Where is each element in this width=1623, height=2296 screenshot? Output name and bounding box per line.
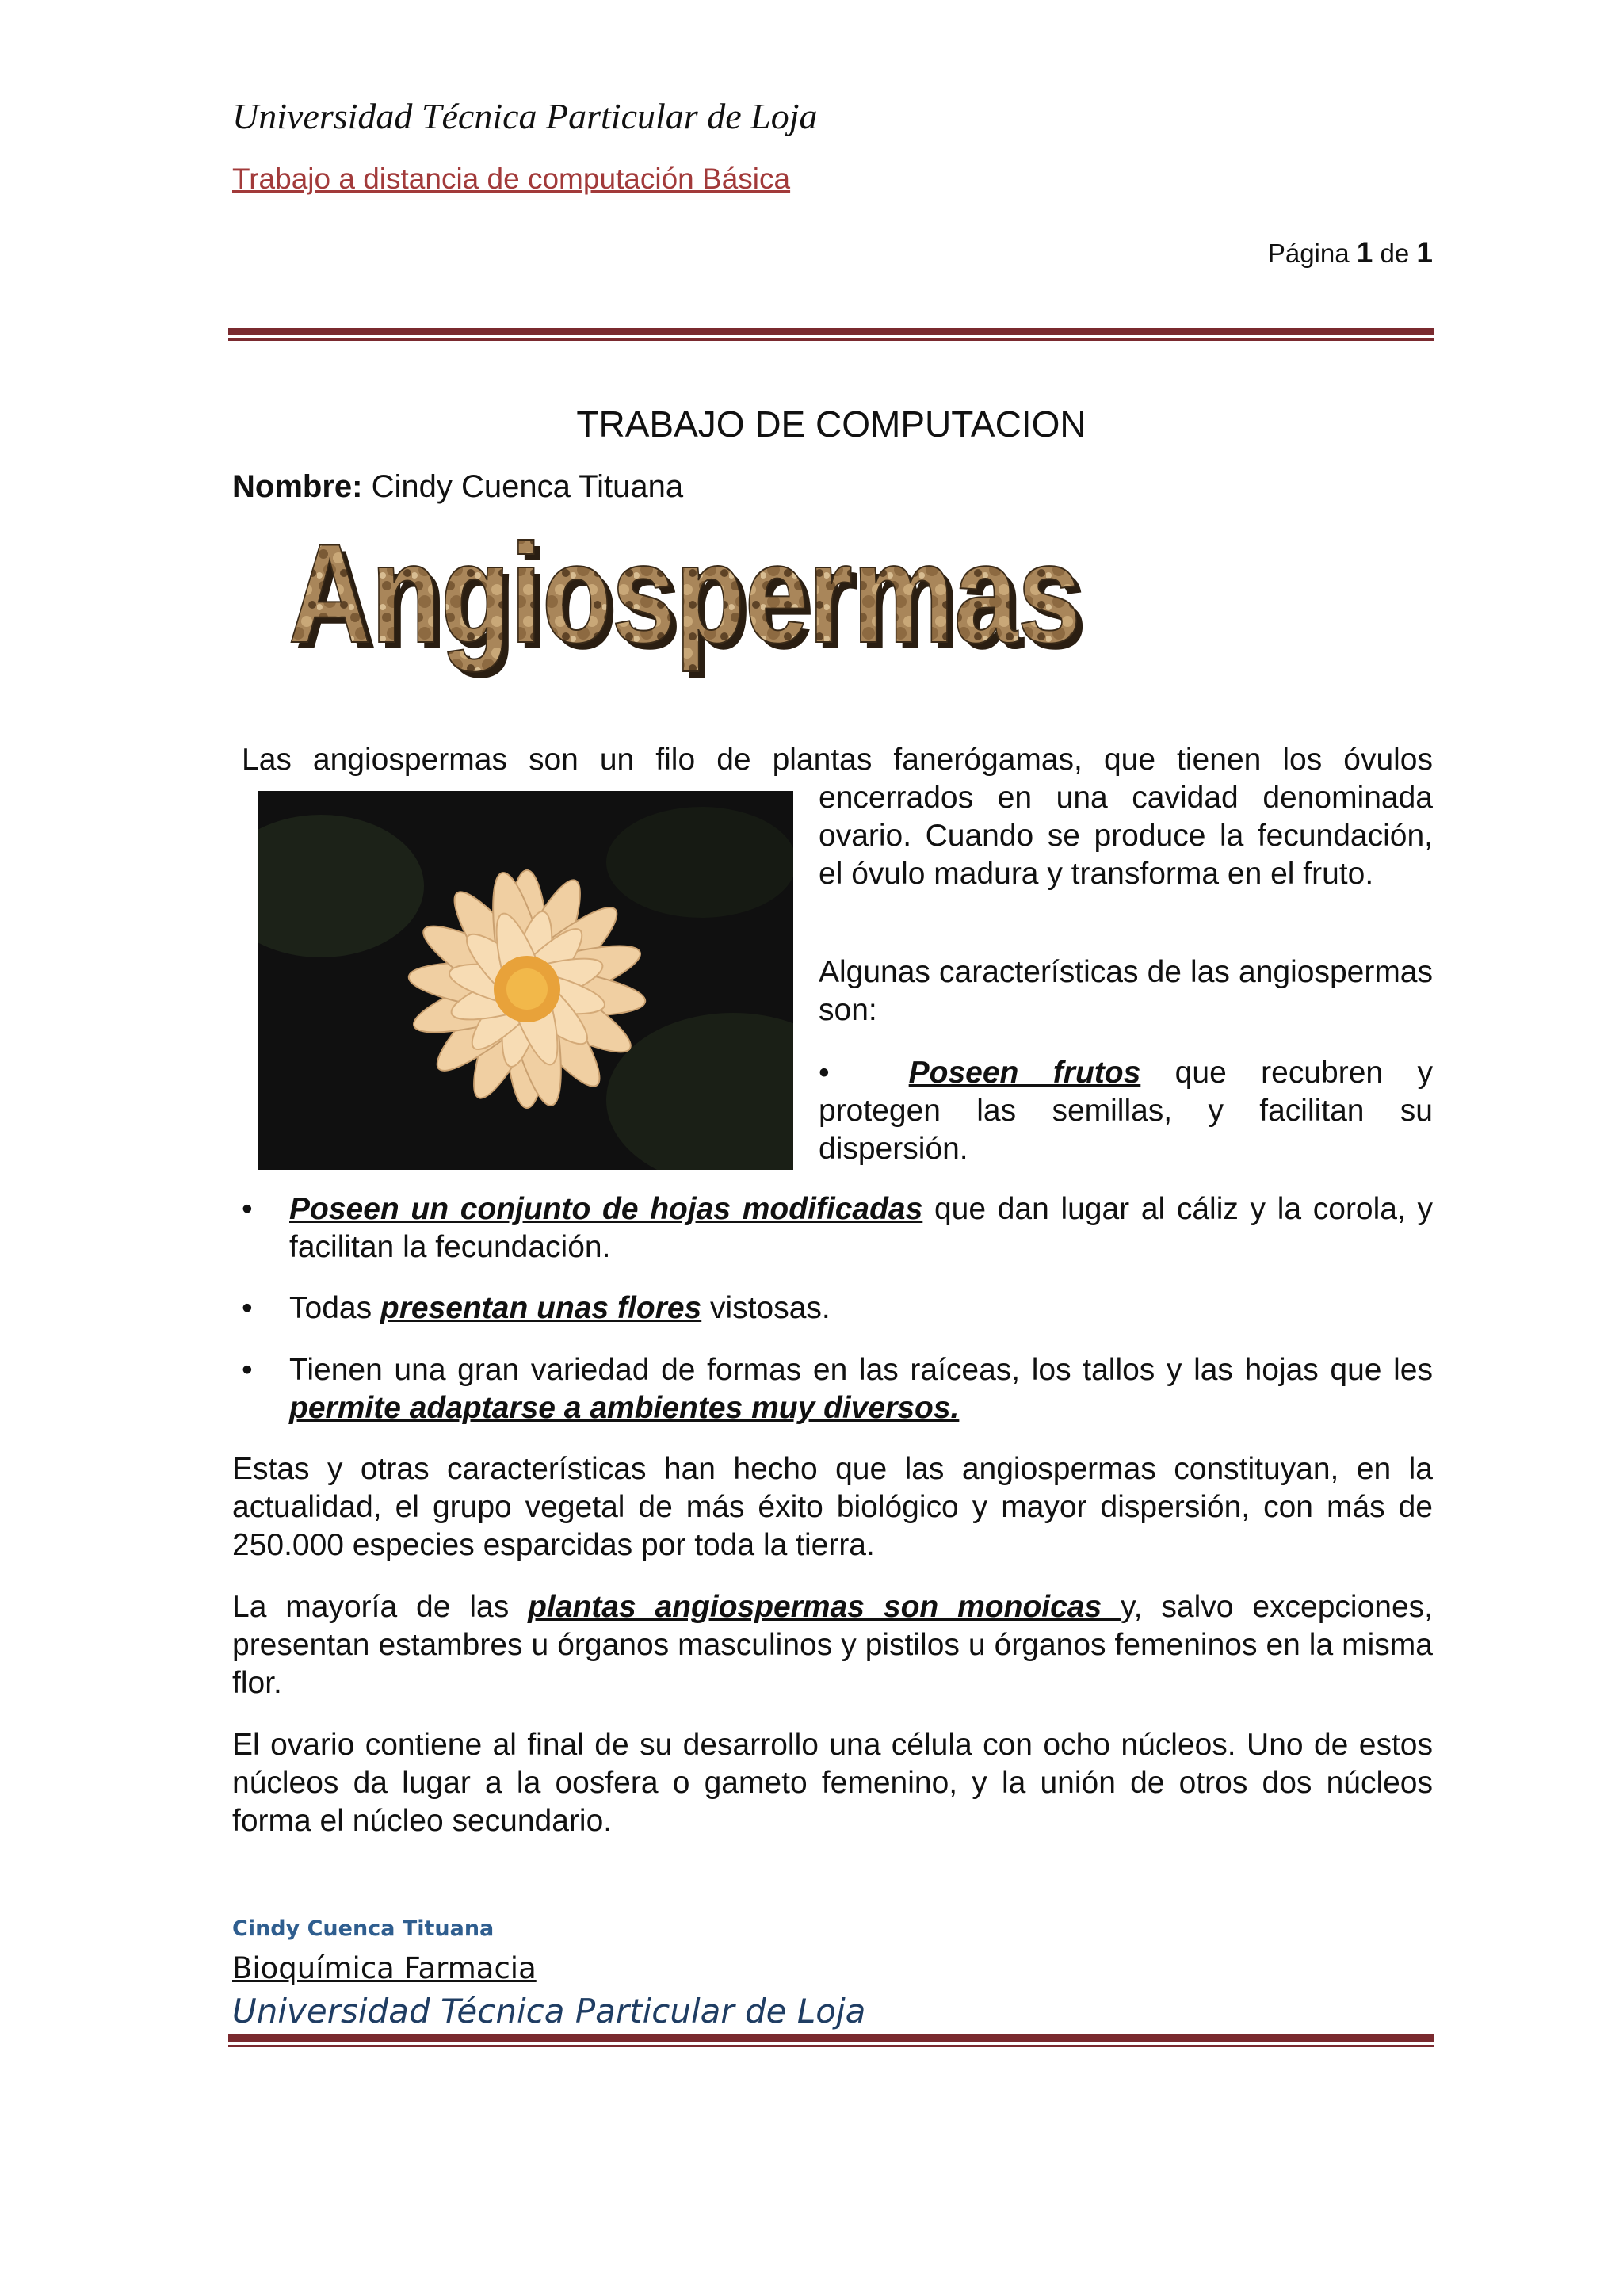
page-total: 1 (1416, 236, 1433, 269)
bullet-dot: • (242, 1291, 253, 1325)
footer-author: Cindy Cuenca Tituana (232, 1916, 495, 1941)
list-item-frutos: • Poseen frutos que recubren y protegen las semillas, y facilitan su dispersión. (819, 1056, 1433, 1166)
paragraph-ovario: El ovario contiene al final de su desarrollo una célula con ocho núcleos. Uno de estos núcleos da lugar a la oosfera o gameto femenino, y la unión de otros dos núcleos forma el núcleo secundario. (232, 1728, 1433, 1838)
keyword-flores: presentan unas flores (380, 1291, 702, 1325)
bullet-dot: • (242, 1192, 253, 1226)
wordart-angiospermas (285, 515, 1109, 682)
header-rule (228, 328, 1434, 341)
paragraph-monoicas: La mayoría de las plantas angiospermas son monoicas y, salvo excepciones, presentan estambres u órganos masculinos y pistilos u órganos femeninos en la misma flor. (232, 1590, 1434, 1700)
wordart-text: Angiospermas (288, 515, 1081, 672)
document-title: TRABAJO DE COMPUTACION (576, 403, 1086, 445)
author-label: Nombre: (232, 469, 363, 504)
bullet-dot: • (819, 1056, 830, 1090)
wordart-shadow: Angiospermas (295, 521, 1087, 678)
page-prefix: Página (1267, 239, 1350, 268)
header-subtitle-link[interactable]: Trabajo a distancia de computación Básica (232, 162, 791, 195)
page-sep: de (1380, 239, 1410, 268)
page-indicator (1189, 236, 1433, 269)
keyword-hojas: Poseen un conjunto de hojas modificadas (289, 1192, 923, 1226)
author-name: Cindy Cuenca Tituana (371, 469, 684, 504)
footer-career: Bioquímica Farmacia (232, 1951, 537, 1985)
footer-university: Universidad Técnica Particular de Loja (232, 1992, 866, 2030)
bullet-dot: • (242, 1353, 253, 1387)
page-current: 1 (1356, 236, 1373, 269)
intro-first-line: Las angiospermas son un filo de plantas fanerógamas, que tienen los óvulos (242, 743, 1433, 777)
header-university: Universidad Técnica Particular de Loja (232, 96, 818, 136)
intro-paragraph: encerrados en una cavidad denominada ovario. Cuando se produce la fecundación, el óvulo madura y transforma en el fruto. (819, 781, 1433, 891)
keyword-monoicas: plantas angiospermas son monoicas (528, 1590, 1121, 1624)
characteristics-intro: Algunas características de las angiospermas son: (819, 955, 1433, 1027)
footer-rule (228, 2034, 1434, 2047)
keyword-adaptarse: permite adaptarse a ambientes muy diversos. (289, 1391, 960, 1425)
keyword-frutos: Poseen frutos (908, 1056, 1141, 1090)
water-lily-image (258, 791, 793, 1170)
paragraph-dispersion: Estas y otras características han hecho que las angiospermas constituyan, en la actualidad, el grupo vegetal de más éxito biológico y mayor dispersión, con más de 250.000 especies esparcidas por toda la tierra. (232, 1452, 1433, 1562)
author-line (232, 469, 683, 505)
